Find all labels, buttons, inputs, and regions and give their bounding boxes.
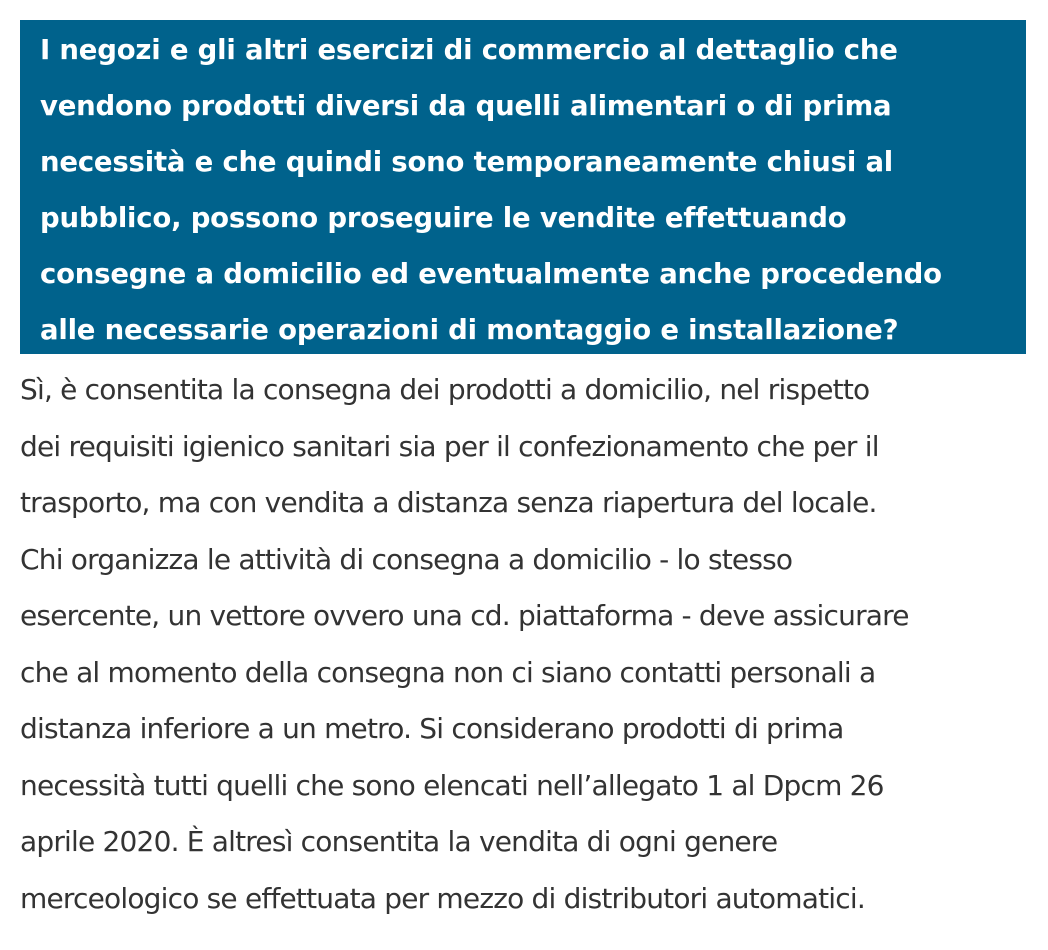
faq-question: I negozi e gli altri esercizi di commercio al dettaglio che vendono prodotti diversi da quelli alimentari o di prima necessità e che quindi sono temporaneamente chiusi al pubblico, possono proseguire le vendite effettuando consegne a domicilio ed eventualmente anche procedendo alle necessarie operazioni di montaggio e installazione? xyxy=(20,20,1026,354)
faq-entry xyxy=(20,20,1026,927)
faq-answer: Sì, è consentita la consegna dei prodotti a domicilio, nel rispetto dei requisiti igienico sanitari sia per il confezionamento che per il trasporto, ma con vendita a distanza senza riapertura del locale. Chi organizza le attività di consegna a domicilio - lo stesso esercente, un vettore ovvero una cd. piattaforma - deve assicurare che al momento della consegna non ci siano contatti personali a distanza inferiore a un metro. Si considerano prodotti di prima necessità tutti quelli che sono elencati nell’allegato 1 al Dpcm 26 aprile 2020. È altresì consentita la vendita di ogni genere merceologico se effettuata per mezzo di distributori automatici. xyxy=(20,373,909,915)
